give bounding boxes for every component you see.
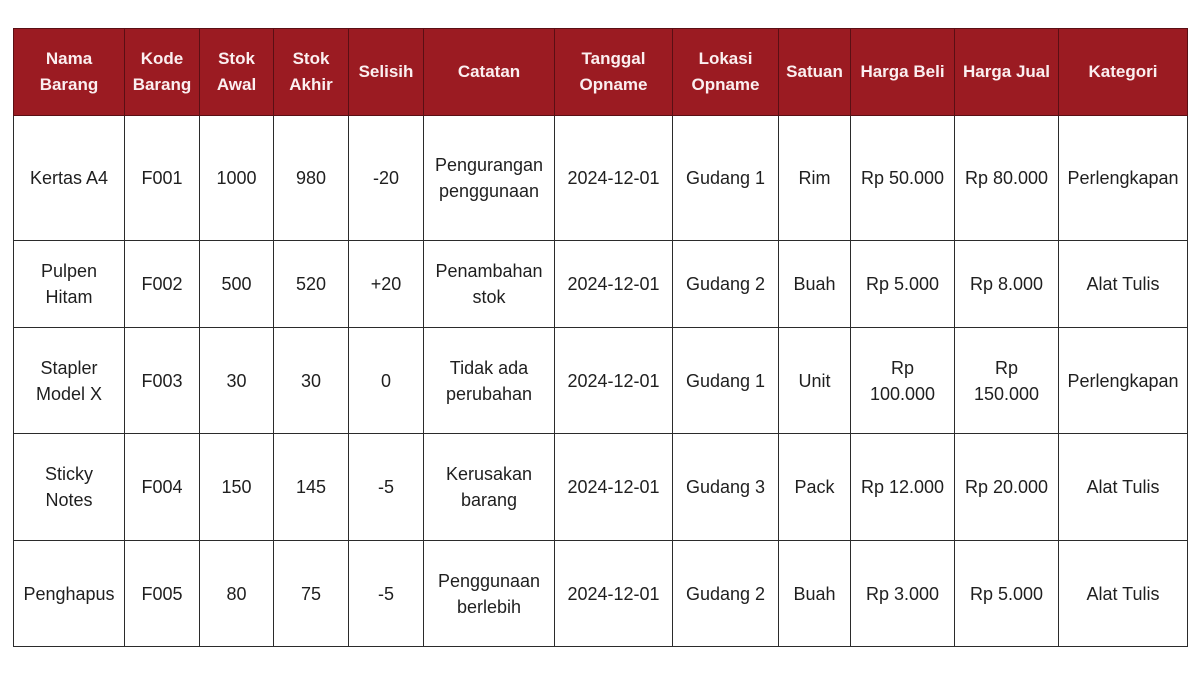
cell-harga-beli: Rp 5.000: [851, 241, 955, 328]
cell-stok-akhir: 145: [274, 434, 349, 541]
header-row: [14, 29, 1188, 116]
cell-kode-barang: F005: [125, 541, 200, 647]
header-nama-barang: Nama Barang: [14, 29, 125, 116]
cell-nama-barang: Stapler Model X: [14, 328, 125, 434]
cell-selisih: -5: [349, 541, 424, 647]
cell-tanggal-opname: 2024-12-01: [555, 116, 673, 241]
cell-lokasi-opname: Gudang 1: [673, 116, 779, 241]
cell-tanggal-opname: 2024-12-01: [555, 328, 673, 434]
table-row: [14, 241, 1188, 328]
cell-catatan: Penggunaan berlebih: [424, 541, 555, 647]
cell-kode-barang: F002: [125, 241, 200, 328]
cell-stok-akhir: 30: [274, 328, 349, 434]
table-row: [14, 328, 1188, 434]
cell-harga-jual: Rp 5.000: [955, 541, 1059, 647]
header-kategori: Kategori: [1059, 29, 1188, 116]
cell-tanggal-opname: 2024-12-01: [555, 541, 673, 647]
cell-catatan: Kerusakan barang: [424, 434, 555, 541]
cell-catatan: Pengurangan penggunaan: [424, 116, 555, 241]
cell-satuan: Rim: [779, 116, 851, 241]
cell-catatan: Penambahan stok: [424, 241, 555, 328]
cell-harga-beli: Rp 12.000: [851, 434, 955, 541]
header-harga-jual: Harga Jual: [955, 29, 1059, 116]
cell-kode-barang: F004: [125, 434, 200, 541]
header-harga-beli: Harga Beli: [851, 29, 955, 116]
header-stok-akhir: Stok Akhir: [274, 29, 349, 116]
stock-opname-table: [13, 28, 1188, 647]
cell-stok-awal: 1000: [200, 116, 274, 241]
cell-nama-barang: Pulpen Hitam: [14, 241, 125, 328]
header-kode-barang: Kode Barang: [125, 29, 200, 116]
cell-kategori: Perlengkapan: [1059, 116, 1188, 241]
cell-tanggal-opname: 2024-12-01: [555, 434, 673, 541]
cell-nama-barang: Penghapus: [14, 541, 125, 647]
table-row: [14, 541, 1188, 647]
cell-harga-jual: Rp 8.000: [955, 241, 1059, 328]
cell-selisih: -5: [349, 434, 424, 541]
cell-harga-beli: Rp 100.000: [851, 328, 955, 434]
cell-selisih: +20: [349, 241, 424, 328]
header-satuan: Satuan: [779, 29, 851, 116]
cell-kode-barang: F003: [125, 328, 200, 434]
cell-kategori: Perlengkapan: [1059, 328, 1188, 434]
cell-satuan: Unit: [779, 328, 851, 434]
table-row: [14, 434, 1188, 541]
cell-satuan: Pack: [779, 434, 851, 541]
cell-selisih: -20: [349, 116, 424, 241]
cell-lokasi-opname: Gudang 3: [673, 434, 779, 541]
header-selisih: Selisih: [349, 29, 424, 116]
cell-nama-barang: Kertas A4: [14, 116, 125, 241]
cell-stok-awal: 150: [200, 434, 274, 541]
cell-lokasi-opname: Gudang 2: [673, 241, 779, 328]
header-tanggal-opname: Tanggal Opname: [555, 29, 673, 116]
header-lokasi-opname: Lokasi Opname: [673, 29, 779, 116]
cell-stok-awal: 500: [200, 241, 274, 328]
cell-tanggal-opname: 2024-12-01: [555, 241, 673, 328]
cell-lokasi-opname: Gudang 1: [673, 328, 779, 434]
cell-stok-akhir: 75: [274, 541, 349, 647]
cell-lokasi-opname: Gudang 2: [673, 541, 779, 647]
header-catatan: Catatan: [424, 29, 555, 116]
cell-nama-barang: Sticky Notes: [14, 434, 125, 541]
cell-kategori: Alat Tulis: [1059, 241, 1188, 328]
cell-stok-akhir: 520: [274, 241, 349, 328]
cell-catatan: Tidak ada perubahan: [424, 328, 555, 434]
cell-kode-barang: F001: [125, 116, 200, 241]
cell-harga-beli: Rp 50.000: [851, 116, 955, 241]
table-row: [14, 116, 1188, 241]
cell-harga-jual: Rp 150.000: [955, 328, 1059, 434]
cell-harga-jual: Rp 20.000: [955, 434, 1059, 541]
cell-harga-jual: Rp 80.000: [955, 116, 1059, 241]
cell-satuan: Buah: [779, 241, 851, 328]
header-stok-awal: Stok Awal: [200, 29, 274, 116]
cell-selisih: 0: [349, 328, 424, 434]
cell-satuan: Buah: [779, 541, 851, 647]
cell-stok-awal: 80: [200, 541, 274, 647]
cell-kategori: Alat Tulis: [1059, 541, 1188, 647]
cell-harga-beli: Rp 3.000: [851, 541, 955, 647]
cell-kategori: Alat Tulis: [1059, 434, 1188, 541]
cell-stok-awal: 30: [200, 328, 274, 434]
cell-stok-akhir: 980: [274, 116, 349, 241]
